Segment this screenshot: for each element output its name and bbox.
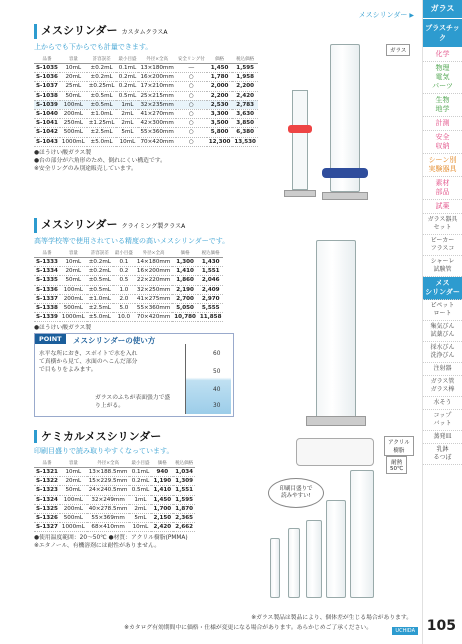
table-cell: 250mL [60,119,87,128]
table-cell: S-1322 [36,478,58,485]
index-tab[interactable]: シャーレ 試験管 [423,256,462,277]
table-cell: 100mL [60,495,87,504]
table-cell: ○ [176,82,207,91]
note-line: ●ほうけい酸ガラス製 [34,149,92,156]
table-cell: 0.1mL [116,64,138,73]
table-cell: 200mL [60,294,87,303]
table-cell: 10mL [129,523,151,532]
scale-40: 40 [213,387,221,393]
column-header: 品番 [34,249,60,258]
table-cell: 24×240.5mm [88,487,128,494]
table-cell: 1000mL [61,314,85,321]
table-cell: 1,450 [207,64,233,73]
table-cell: S-1036 [36,74,58,81]
arrow-right-icon: ▶ [409,12,414,19]
table-row [34,513,195,522]
table-cell: 5mL [129,513,151,522]
table-cell: 1,034 [173,468,195,477]
table-cell: 1,300 [172,258,198,267]
table-cell: ○ [176,73,207,82]
table-cell: S-1339 [36,314,58,321]
table-cell: S-1035 [36,65,58,72]
spec-table-body [34,64,258,147]
table-row [34,294,223,303]
table-cell: 2,000 [207,82,233,91]
table-cell: 10.0 [113,313,135,322]
table-cell: 13×180mm [140,65,174,72]
column-header: 品番 [34,55,60,64]
note-line: ●使用温度範囲：20～50℃ ●材質：アクリル樹脂(PMMA) [34,535,188,542]
index-tab[interactable]: 蒸発皿 [423,431,462,444]
table-cell: 2,662 [173,523,195,532]
index-tab[interactable]: 化学 [423,48,462,62]
index-tab[interactable]: 採水びん 洗浄びん [423,342,462,363]
table-cell: 0.5 [113,276,135,285]
table-cell: 10mL [60,468,87,477]
column-header: 許容誤差 [87,55,117,64]
column-header: 容量 [60,249,87,258]
column-header: 品番 [34,459,60,468]
table-cell: 70×420mm [136,314,171,321]
table-cell: 940 [151,468,173,477]
safety-ring-red-image [288,125,312,133]
point-label: POINT [35,334,66,344]
table-cell: ±2.5mL [88,305,111,312]
table-cell: 2,200 [207,91,233,100]
table-cell: 2,150 [153,515,172,522]
column-header: 価格 [172,249,198,258]
table-cell: 3,630 [232,109,258,118]
table-cell: S-1039 [36,101,58,108]
table-cell: ±1.0mL [87,109,117,118]
table-cell: ○ [176,100,207,109]
table-row [34,495,195,504]
table-cell: ○ [176,137,207,146]
material-badge: ガラス [386,44,410,56]
safety-ring-image [322,168,368,178]
table-cell: ±0.5mL [87,91,117,100]
column-header: 許容誤差 [87,249,113,258]
index-tab[interactable]: 試薬 [423,200,462,214]
table-cell: ○ [176,91,207,100]
scale-30: 30 [213,403,221,409]
column-header: 税込価格 [175,461,194,466]
table-cell: 10mL [60,64,87,73]
table-cell: 20mL [60,477,87,486]
spec-table-body [34,258,223,322]
table-cell: S-1042 [36,129,58,136]
index-tab[interactable]: 乳鉢 るつぼ [423,444,462,465]
table-cell: ±0.2mL [88,268,111,275]
table-row [34,91,258,100]
table-cell: 2,970 [198,294,224,303]
index-tab[interactable]: 物理 電気 パーツ [423,62,462,94]
table-cell: 100mL [60,285,87,294]
table-cell: 0.2mL [116,82,138,91]
table-cell: 2,420 [232,91,258,100]
table-cell: 55×360mm [136,305,171,312]
table-cell: 1,410 [172,267,198,276]
point-caption: ガラスのふちが表面張力で盛り上がる。 [95,395,171,409]
table-cell: 2,420 [153,524,172,531]
category-index [422,0,462,644]
table-cell: 0.1mL [129,468,151,477]
index-head-plastic[interactable]: プラスチック [423,19,462,48]
table-cell: 2.0 [113,294,135,303]
table-row [34,486,195,495]
spec-table-body [34,468,195,532]
page-number: 105 [426,618,456,634]
table-cell: 2,200 [232,82,258,91]
table-cell: 100mL [60,100,87,109]
table-row [34,468,195,477]
table-cell: 70×420mm [140,138,174,145]
table-cell: 20mL [60,73,87,82]
table-cell: ±0.25mL [88,83,115,90]
table-cell: 3,300 [207,109,233,118]
index-tab[interactable]: 注射器 [423,363,462,376]
table-cell: ±2.5mL [87,128,117,137]
section-subtitle: 高等学校等で使用されている精度の高いメスシリンダーです。 [34,237,230,245]
brand-logo: UCHIDA [392,627,418,635]
table-cell: 2,365 [173,513,195,522]
note-line: ●ほうけい酸ガラス製 [34,325,92,332]
table-cell: 16×200mm [140,74,174,81]
table-row [34,73,258,82]
product-section-climbing-class-a [34,218,414,332]
table-cell: 13,530 [234,138,256,145]
table-cell: 6,380 [232,128,258,137]
index-tab[interactable]: 集気びん 試薬びん [423,321,462,342]
table-cell: 500mL [60,513,87,522]
table-cell: S-1326 [36,515,58,522]
table-cell: S-1037 [36,83,58,90]
table-cell: ±0.5mL [87,100,117,109]
column-header: 税込価格 [232,55,258,64]
table-cell: 200mL [60,504,87,513]
spec-table [34,249,223,322]
section-title [34,218,414,233]
section-title-text: ケミカルメスシリンダー [41,430,162,443]
table-cell: 40×278.5mm [88,505,128,512]
spec-table-header [34,249,223,258]
table-cell: 12,300 [208,138,231,145]
table-cell: 2,046 [198,276,224,285]
table-cell: 50mL [60,486,87,495]
table-cell: 500mL [60,303,87,312]
table-cell: 1,958 [232,73,258,82]
table-row [34,303,223,312]
table-cell: 2,783 [232,100,258,109]
note-line: ※エタノール、有機溶剤には耐性がありません。 [34,543,161,550]
meniscus-diagram [185,344,231,414]
table-row [34,477,195,486]
table-cell: 0.5mL [129,486,151,495]
table-cell: 10,780 [174,314,196,321]
table-cell: 16×200mm [136,268,171,275]
table-cell: 32×250mm [136,286,171,293]
hexagonal-base-image [322,192,368,200]
column-header: 外径×全高 [135,249,172,258]
index-tab[interactable]: メス シリンダー [423,277,462,300]
table-row [34,64,258,73]
index-tab[interactable]: ピペット ロート [423,300,462,321]
table-cell: S-1335 [36,277,58,284]
cylinder-base-image [306,416,366,426]
table-cell: 1,190 [153,478,172,485]
spec-table [34,55,258,147]
column-header: 最小目盛 [131,461,150,466]
section-title-grade: カスタムクラスA [121,29,168,36]
index-tab[interactable]: コップ バット [423,410,462,431]
usage-tip-box [34,333,234,417]
table-cell: ±0.2mL [88,259,111,266]
section-notes [34,324,414,332]
table-cell: ±1.25mL [88,120,115,127]
table-cell: 5,555 [198,303,224,312]
table-row [34,82,258,91]
table-cell: 1mL [129,495,151,504]
table-cell: 2,409 [198,285,224,294]
table-cell: S-1040 [36,111,58,118]
table-cell: 55×369mm [87,513,130,522]
table-row [34,313,223,322]
index-tab[interactable]: ガラス管 ガラス棒 [423,376,462,397]
table-row [34,100,258,109]
table-cell: S-1338 [36,305,58,312]
table-cell: 1000mL [61,524,85,531]
column-header: 外径×全高 [138,55,175,64]
table-row [34,119,258,128]
table-row [34,276,223,285]
table-cell: 2,190 [172,285,198,294]
table-cell: 1,870 [173,504,195,513]
table-cell: 41×275mm [136,295,171,302]
table-cell: 1,410 [153,487,172,494]
index-tab[interactable]: 生物 地学 [423,94,462,117]
table-cell: 1,551 [173,486,195,495]
column-header: 安全リング付 [177,57,205,62]
table-cell: 17×210mm [140,83,174,90]
table-cell: S-1327 [36,524,58,531]
table-cell: 10mL [116,137,138,146]
table-cell: ±0.2mL [87,64,117,73]
table-cell: 13×188.5mm [88,469,128,476]
table-cell: 0.2mL [129,477,151,486]
table-cell: 1,700 [153,505,172,512]
point-text: 水平な所におき、スポイトで水を入れて真横から見て、水面のへこんだ部分で目もりをよみます。 [39,351,138,373]
index-tab[interactable]: シーン別 実験器具 [423,154,462,177]
table-cell: 3,500 [207,119,233,128]
table-cell: 1000mL [61,138,85,145]
table-row [34,128,258,137]
table-cell: S-1041 [36,120,58,127]
index-tab[interactable]: ガラス器具 セット [423,214,462,235]
table-cell: 55×360mm [140,129,174,136]
table-cell: 5.0 [113,303,135,312]
table-row [34,109,258,118]
table-cell: S-1038 [36,92,58,99]
index-tab[interactable]: ビーカー フラスコ [423,235,462,256]
table-cell: S-1321 [36,469,58,476]
table-cell: 3,850 [232,119,258,128]
table-cell: 2mL [116,119,138,128]
table-cell: S-1324 [36,496,58,503]
table-cell: 25×215mm [140,92,174,99]
table-cell: 41×270mm [140,111,174,118]
table-cell: S-1325 [36,505,58,512]
table-cell: 0.5mL [116,91,138,100]
acrylic-cylinder-small-image [306,520,322,598]
table-cell: 1,309 [173,477,195,486]
note-line: ※安全リングのみ別途販売しています。 [34,165,137,172]
index-tab-list [423,48,462,465]
scale-closeup-image [296,438,374,466]
table-cell: 2mL [116,109,138,118]
index-tab[interactable]: 水そう [423,397,462,410]
column-header: 外径×全高 [87,459,130,468]
table-cell: 42×300mm [140,120,174,127]
breadcrumb[interactable] [359,10,414,20]
table-row [34,267,223,276]
table-cell: 1,595 [173,495,195,504]
table-cell: 5mL [116,128,138,137]
table-cell: 5,050 [172,303,198,312]
table-cell: ○ [176,128,207,137]
table-cell: ±5.0mL [88,314,111,321]
section-title-grade: クライミング製クラスA [121,223,186,230]
table-cell: 22×220mm [136,277,171,284]
section-subtitle: 上からでも下からでも計量できます。 [34,43,153,51]
table-cell: 0.1 [113,258,135,267]
graduated-cylinder-image [316,240,356,418]
table-cell: 1,595 [232,64,258,73]
material-badge: アクリル 樹脂 [384,436,414,456]
index-tab[interactable]: 計測 [423,117,462,131]
acrylic-cylinder-xxsmall-image [270,538,280,598]
column-header: 最小目盛 [118,57,137,62]
table-cell: S-1333 [36,259,58,266]
index-head-glass[interactable]: ガラス [423,0,462,19]
table-cell: 2mL [129,504,151,513]
table-cell: 11,858 [199,314,222,321]
table-cell: 1,551 [198,267,224,276]
table-cell: 25mL [60,82,87,91]
table-row [34,258,223,267]
table-cell: S-1337 [36,295,58,302]
feature-bubble: 印刷目盛りで 読みやすい! [268,478,324,508]
table-cell: S-1334 [36,268,58,275]
column-header: 容量 [60,55,87,64]
table-cell: ±0.2mL [87,73,117,82]
table-cell: 5,800 [207,128,233,137]
spec-table-header [34,459,195,468]
table-cell: ±0.5mL [88,277,111,284]
section-subtitle: 印刷目盛りで読み取りやすくなっています。 [34,447,174,455]
table-cell: ― [176,64,207,73]
footer-note-1: ※ガラス製品は製品により、個体差が生じる場合があります。 [251,615,412,621]
table-cell: 32×235mm [140,101,174,108]
column-header: 価格 [207,55,233,64]
spec-table-header [34,55,258,64]
table-cell: ○ [176,109,207,118]
table-cell: 14×180mm [136,259,171,266]
table-cell: ±5.0mL [87,137,117,146]
section-title-text: メスシリンダー [41,218,118,231]
table-cell: 1,860 [172,276,198,285]
point-title: メスシリンダーの使い方 [73,336,156,345]
table-cell: S-1336 [36,286,58,293]
section-title-text: メスシリンダー [41,24,118,37]
table-cell: 2,530 [207,100,233,109]
table-cell: 20mL [60,267,87,276]
index-tab[interactable]: 素材 部品 [423,177,462,200]
table-cell: 10mL [60,258,87,267]
scale-50: 50 [213,369,221,375]
table-cell: 2,700 [172,294,198,303]
table-cell: S-1043 [36,138,58,145]
table-cell: 1,450 [153,496,172,503]
section-title [34,24,414,39]
table-cell: ○ [176,119,207,128]
table-cell: 0.2 [113,267,135,276]
table-cell: 200mL [60,109,87,118]
table-cell: 1mL [116,100,138,109]
breadcrumb-label: メスシリンダー [358,11,408,19]
footer-note-2: ※カタログ有効期間中に価格・仕様が変更になる場合があります。あらかじめご了承ください。 [124,625,372,631]
table-cell: 500mL [60,128,87,137]
note-line: ●台の部分が六角形のため、倒れにくい構造です。 [34,157,166,164]
scale-60: 60 [213,351,221,357]
table-cell: 50mL [60,276,87,285]
table-cell: 15×229.5mm [88,478,128,485]
table-cell: ±1.0mL [88,295,111,302]
graduated-cylinder-small-image [292,90,308,190]
table-cell: S-1323 [36,487,58,494]
table-cell: 1.0 [113,285,135,294]
table-cell: 0.2mL [116,73,138,82]
acrylic-cylinder-medium-image [326,500,346,598]
table-row [34,137,258,146]
column-header: 価格 [151,459,173,468]
table-cell: 1,430 [198,258,224,267]
acrylic-cylinder-large-image [350,470,374,598]
column-header: 税込価格 [198,249,224,258]
table-row [34,285,223,294]
column-header: 容量 [60,459,87,468]
index-tab[interactable]: 安全 収納 [423,131,462,154]
heat-badge: 耐熱 50℃ [386,456,407,474]
table-row [34,504,195,513]
table-cell: 68×410mm [87,523,130,532]
hexagonal-base-small-image [284,190,316,197]
spec-table [34,459,195,532]
table-cell: ±0.5mL [88,286,111,293]
acrylic-cylinder-xsmall-image [288,528,300,598]
table-cell: 32×249mm [87,495,130,504]
table-row [34,523,195,532]
table-cell: 50mL [60,91,87,100]
table-cell: 1,780 [207,73,233,82]
column-header: 最小目盛 [114,251,133,256]
